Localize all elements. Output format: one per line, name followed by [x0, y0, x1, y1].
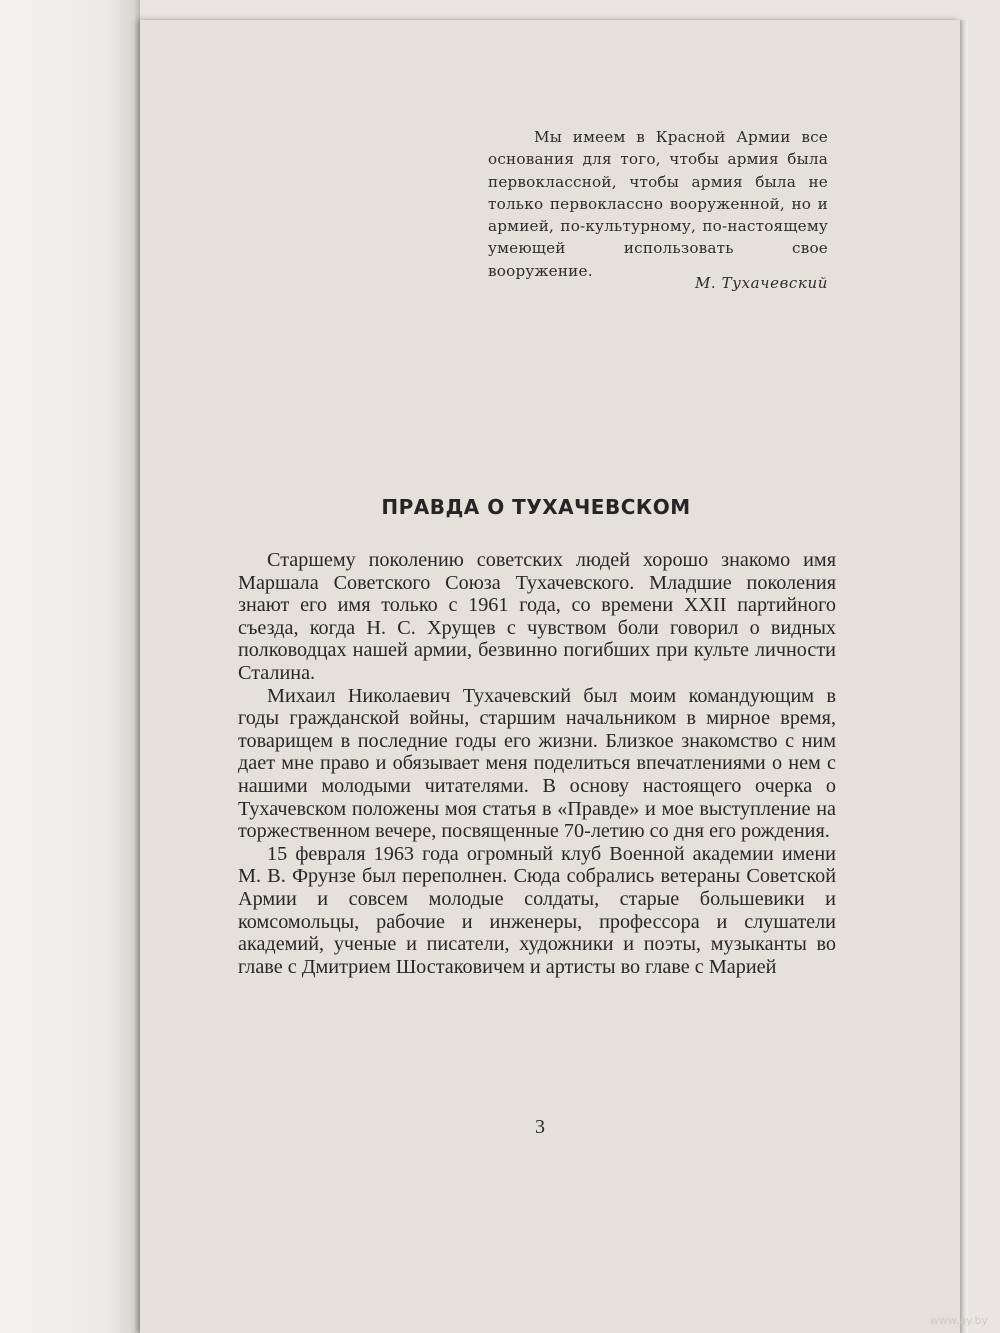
page-number: 3 — [535, 1116, 545, 1138]
epigraph-attribution: М. Тухачевский — [694, 274, 828, 292]
epigraph-text: Мы имеем в Красной Армии все основания для того, чтобы армия была первоклассной, чтобы армия была не только первоклассно вооруженной, но и армией, по-культурному, по-настоящему умеющей использовать свое вооружение. — [488, 128, 828, 280]
left-page-margin — [0, 0, 140, 1333]
paragraph: 15 февраля 1963 года огромный клуб Военной академии имени М. В. Фрунзе был переполнен. Сюда собрались ветераны Советской Армии и совсем молодые солдаты, старые большевики и комсомольцы, рабочие и инженеры, профессора и слушатели академий, ученые и писатели, художники и поэты, музыканты во главе с Дмитрием Шостаковичем и артисты во главе с Марией — [238, 842, 836, 978]
paragraph: Старшему поколению советских людей хорошо знакомо имя Маршала Советского Союза Тухачевского. Младшие поколения знают его имя только с 1961 года, со времени XXII партийного съезда, когда Н. С. Хрущев с чувством боли говорил о видных полководцах нашей армии, безвинно погибших при культе личности Сталина. — [238, 549, 836, 684]
page-edge — [960, 20, 968, 1333]
article-body — [238, 549, 836, 978]
article-title: ПРАВДА О ТУХАЧЕВСКОМ — [381, 495, 691, 519]
paragraph: Михаил Николаевич Тухачевский был моим командующим в годы гражданской войны, старшим начальником в мирное время, товарищем в последние годы его жизни. Близкое знакомство с ним дает мне право и обязывает меня поделиться впечатлениями о нем с нашими молодыми читателями. В основу настоящего очерка о Тухачевском положены моя статья в «Правде» и мое выступление на торжественном вечере, посвященные 70-летию со дня его рождения. — [238, 684, 836, 843]
epigraph — [488, 126, 828, 282]
watermark: www.ay.by — [929, 1314, 988, 1327]
